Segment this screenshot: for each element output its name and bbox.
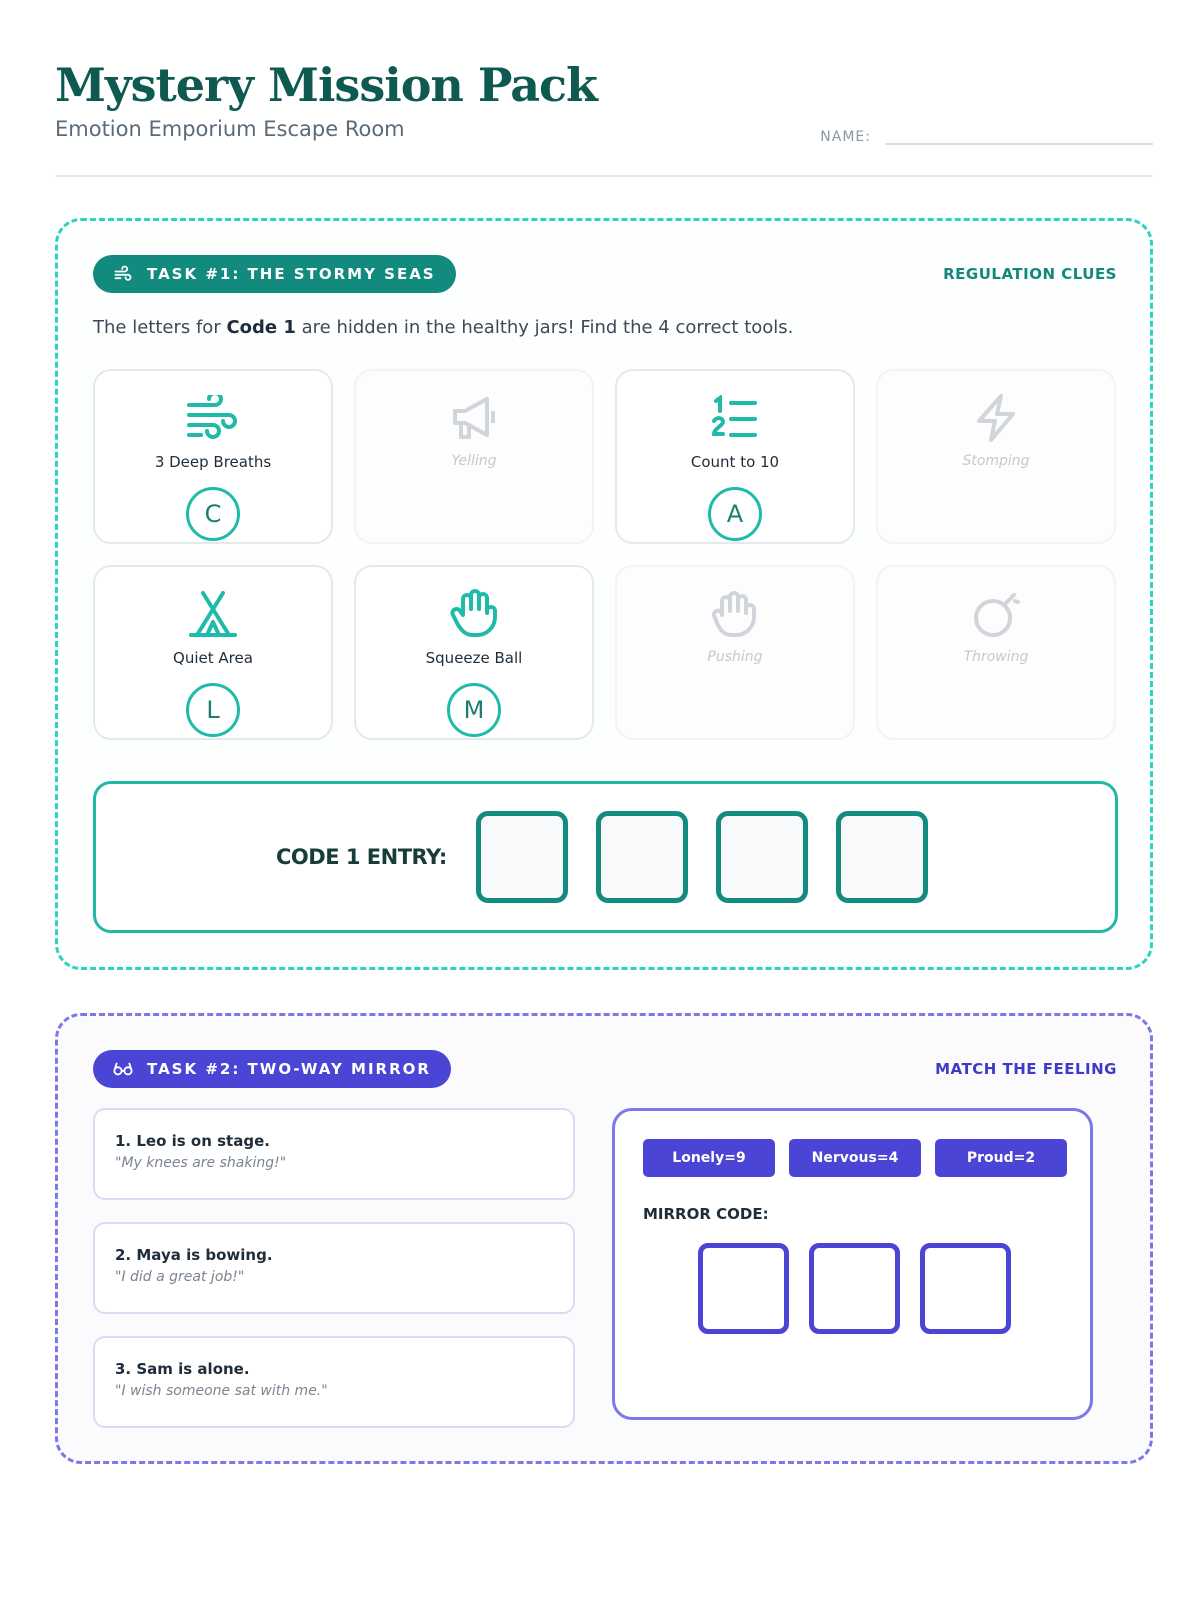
jar-letter-badge: M bbox=[447, 683, 501, 737]
lightning-icon bbox=[967, 389, 1025, 447]
jar-label: Pushing bbox=[707, 649, 763, 665]
task-1-pill bbox=[93, 255, 456, 293]
mirror-code-box-1[interactable] bbox=[698, 1243, 789, 1334]
page-title: Mystery Mission Pack bbox=[55, 58, 597, 112]
page-subtitle: Emotion Emporium Escape Room bbox=[55, 117, 405, 141]
mirror-code-box-2[interactable] bbox=[809, 1243, 900, 1334]
jar-count-to-10[interactable] bbox=[615, 369, 855, 544]
name-label: NAME: bbox=[820, 129, 871, 145]
jar-letter-badge: A bbox=[708, 487, 762, 541]
glasses-icon bbox=[113, 1059, 133, 1079]
push-hand-icon bbox=[706, 585, 764, 643]
jar-label: Throwing bbox=[963, 649, 1029, 665]
feeling-tag-nervous: Nervous=4 bbox=[789, 1139, 921, 1177]
code-1-entry-label: CODE 1 ENTRY: bbox=[276, 845, 447, 869]
tent-icon bbox=[184, 585, 242, 643]
wind-gust-icon bbox=[113, 264, 133, 284]
mirror-code-label: MIRROR CODE: bbox=[643, 1205, 769, 1223]
jar-grid bbox=[93, 369, 1118, 740]
task-2-title: TASK #2: TWO-WAY MIRROR bbox=[147, 1060, 431, 1078]
instruction-text-end: are hidden in the healthy jars! Find the 4 correct tools. bbox=[295, 317, 794, 338]
scene-quote: "My knees are shaking!" bbox=[115, 1155, 287, 1171]
code-1-box-3[interactable] bbox=[716, 811, 808, 903]
code-1-boxes bbox=[476, 811, 928, 903]
scene-title: 1. Leo is on stage. bbox=[115, 1132, 270, 1150]
jar-label: Quiet Area bbox=[173, 649, 253, 667]
instruction-text: The letters for bbox=[93, 317, 227, 338]
code-1-entry-panel bbox=[93, 781, 1118, 933]
jar-letter-badge: C bbox=[186, 487, 240, 541]
jar-label: Yelling bbox=[451, 453, 497, 469]
task-2-pill bbox=[93, 1050, 451, 1088]
jar-pushing[interactable] bbox=[615, 565, 855, 740]
scene-title: 3. Sam is alone. bbox=[115, 1360, 250, 1378]
jar-label: 3 Deep Breaths bbox=[154, 453, 272, 471]
scene-quote: "I wish someone sat with me." bbox=[115, 1383, 328, 1399]
scene-card bbox=[93, 1336, 575, 1428]
jar-label: Stomping bbox=[962, 453, 1030, 469]
task-2-section bbox=[55, 1013, 1153, 1464]
jar-letter-badge: L bbox=[186, 683, 240, 737]
mirror-code-boxes bbox=[698, 1243, 1011, 1334]
task-1-section bbox=[55, 218, 1153, 970]
feeling-key-tags bbox=[643, 1139, 1067, 1177]
feeling-tag-proud: Proud=2 bbox=[935, 1139, 1067, 1177]
hand-icon bbox=[445, 585, 503, 643]
scene-card bbox=[93, 1108, 575, 1200]
scene-quote: "I did a great job!" bbox=[115, 1269, 245, 1285]
feeling-tag-lonely: Lonely=9 bbox=[643, 1139, 775, 1177]
numbered-list-icon bbox=[706, 389, 764, 447]
wind-icon bbox=[184, 389, 242, 447]
bomb-icon bbox=[967, 585, 1025, 643]
code-1-box-4[interactable] bbox=[836, 811, 928, 903]
mirror-code-box-3[interactable] bbox=[920, 1243, 1011, 1334]
megaphone-icon bbox=[445, 389, 503, 447]
task-1-instructions bbox=[93, 317, 793, 338]
name-field-group bbox=[820, 125, 1153, 145]
scene-list bbox=[93, 1108, 575, 1450]
scene-card bbox=[93, 1222, 575, 1314]
jar-label: Count to 10 bbox=[690, 453, 780, 471]
regulation-clues-label: REGULATION CLUES bbox=[943, 265, 1117, 283]
code-1-box-2[interactable] bbox=[596, 811, 688, 903]
jar-yelling[interactable] bbox=[354, 369, 594, 544]
mirror-code-panel bbox=[612, 1108, 1093, 1420]
code-1-box-1[interactable] bbox=[476, 811, 568, 903]
instruction-code: Code 1 bbox=[226, 317, 296, 338]
match-feeling-label: MATCH THE FEELING bbox=[935, 1060, 1117, 1078]
jar-stomping[interactable] bbox=[876, 369, 1116, 544]
task-1-title: TASK #1: THE STORMY SEAS bbox=[147, 265, 436, 283]
page-header bbox=[55, 55, 1153, 177]
name-field[interactable] bbox=[885, 125, 1153, 145]
scene-title: 2. Maya is bowing. bbox=[115, 1246, 273, 1264]
jar-throwing[interactable] bbox=[876, 565, 1116, 740]
jar-quiet-area[interactable] bbox=[93, 565, 333, 740]
jar-label: Squeeze Ball bbox=[425, 649, 523, 667]
jar-squeeze-ball[interactable] bbox=[354, 565, 594, 740]
jar-deep-breaths[interactable] bbox=[93, 369, 333, 544]
